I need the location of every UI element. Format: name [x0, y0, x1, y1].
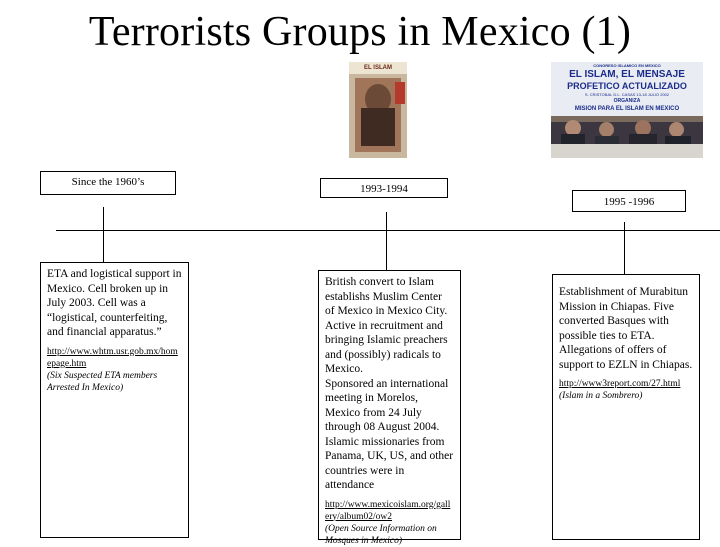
event-card-eta	[40, 262, 189, 538]
date-box-1993	[320, 178, 448, 198]
source-link[interactable]: http://www.whtm.usr.gob.mx/hom epage.htm	[47, 346, 178, 369]
event-card-murabitun	[552, 274, 700, 540]
event-text: British convert to Islam establishs Muslim Center of Mexico in Mexico City. Active in recruitment and bringing Islamic preachers and (possibly) radicals to Mexico.	[325, 276, 448, 375]
timeline-axis	[56, 230, 720, 231]
connector-1993	[386, 212, 387, 270]
slide-title: Terrorists Groups in Mexico (1)	[88, 9, 632, 55]
banner-line-4: S. CRISTOBAL D.L. CASAS 13-18 JULIO 2002	[584, 92, 670, 97]
congress-banner-photo	[551, 62, 703, 158]
date-label: Since the 1960’s	[71, 176, 145, 188]
date-label: 1995 -1996	[603, 196, 655, 208]
event-card-muslim-center	[318, 270, 461, 546]
source-note: (Islam in a Sombrero)	[559, 391, 643, 401]
date-box-1960s	[40, 171, 176, 195]
event-text-2: Sponsored an international meeting in Morelos, Mexico from 24 July through 08 August 2004. Islamic missionaries from Panama, UK, US, and other countries were in attendance	[325, 377, 454, 491]
banner-line-3: PROFETICO ACTUALIZADO	[567, 81, 687, 91]
connector-1960s	[103, 207, 104, 262]
source-note: (Six Suspected ETA members Arrested In Mexico)	[47, 370, 158, 393]
event-text: Establishment of Murabitun Mission in Chiapas. Five converted Basques with possible ties to ETA. Allegations of offers of support to EZLN in Chiapas.	[559, 286, 693, 371]
banner-line-6: MISION PARA EL ISLAM EN MEXICO	[574, 106, 680, 112]
date-label: 1993-1994	[360, 183, 408, 195]
source-link[interactable]: http://www3report.com/27.html	[559, 379, 681, 389]
banner-line-2: EL ISLAM, EL MENSAJE	[569, 69, 685, 80]
date-box-1995	[572, 190, 686, 212]
source-note: (Open Source Information on Mosques in Mexico)	[325, 523, 437, 546]
event-text: ETA and logistical support in Mexico. Cell broken up in July 2003. Cell was a “logistical, counterfeiting, and financial apparatus.”	[47, 268, 182, 338]
book-cover-header: EL ISLAM	[364, 65, 392, 71]
banner-line-5: ORGANIZA	[613, 98, 641, 104]
banner-line-1: CONGRESO ISLAMICO EN MEXICO	[593, 63, 661, 68]
source-link[interactable]: http://www.mexicoislam.org/gallery/album02/ow2	[325, 499, 451, 522]
book-cover-photo	[349, 62, 407, 158]
connector-1995	[624, 222, 625, 274]
